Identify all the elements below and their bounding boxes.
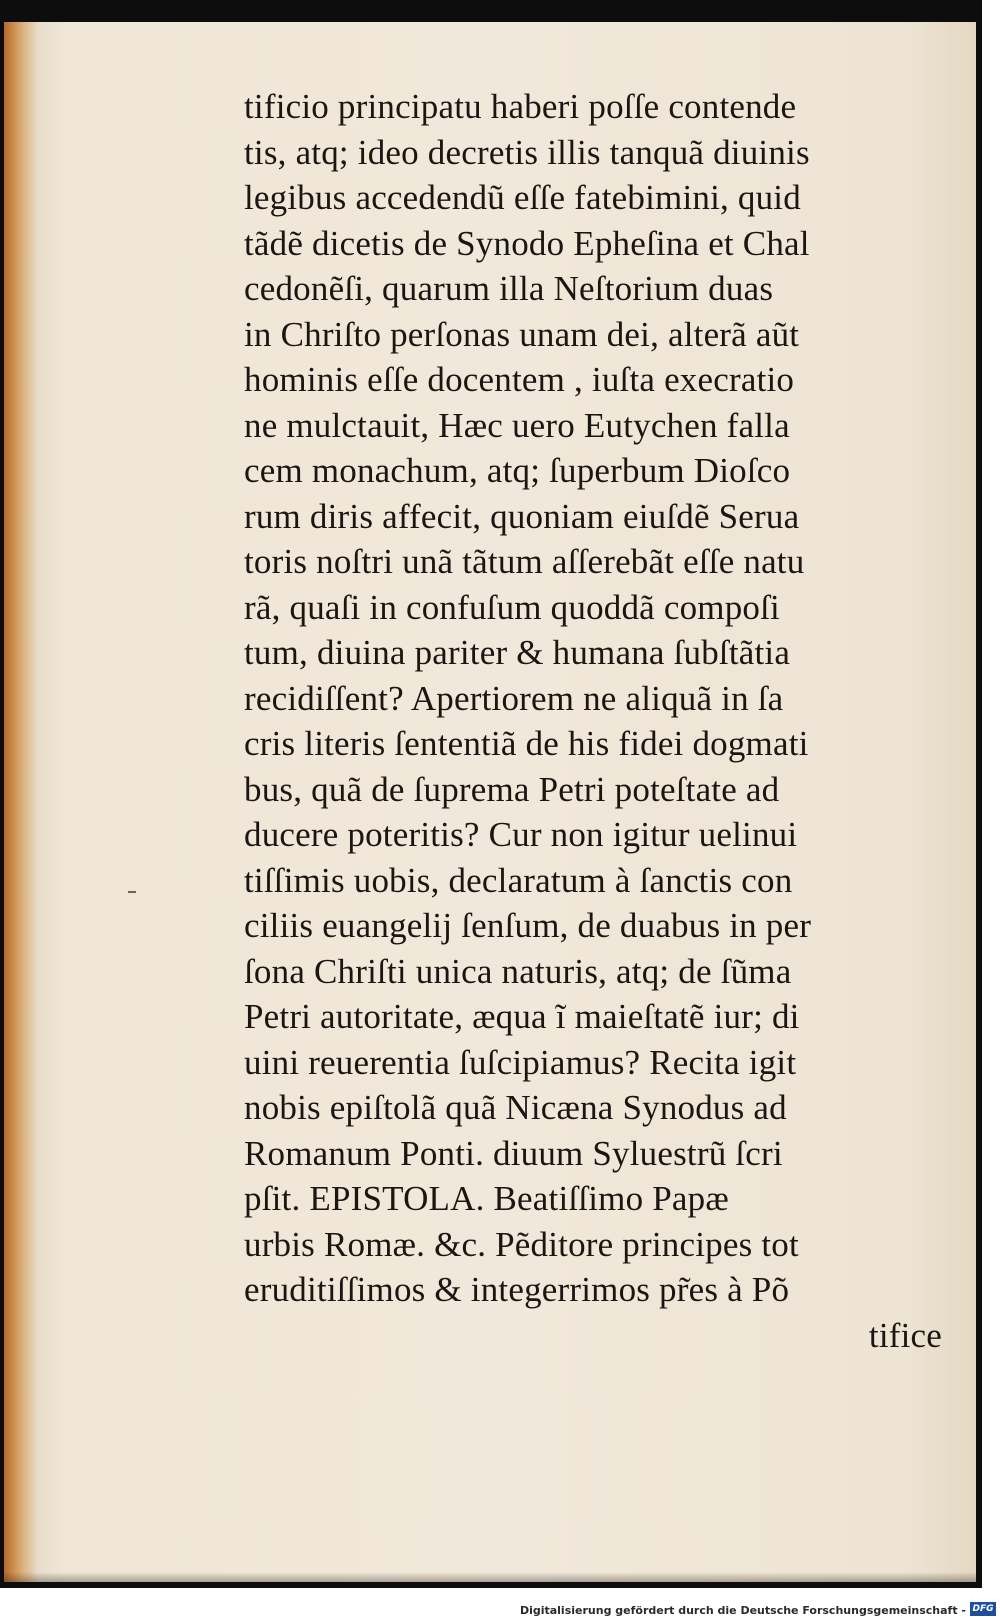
text-line: tis, atq; ideo decretis illis tanquã diuinis	[244, 132, 810, 172]
text-line: eruditiſſimos & integerrimos pr̃es à Põ	[244, 1270, 790, 1309]
text-line: Petri autoritate, æqua ĩ maieſtatẽ iur; di	[244, 997, 800, 1036]
text-line: rum diris affecit, quoniam eiuſdẽ Serua	[244, 496, 800, 536]
text-line: recidiſſent? Apertiorem ne aliquã in ſa	[244, 678, 784, 718]
text-line: urbis Romæ. &c. Pẽditore principes tot	[244, 1224, 799, 1264]
text-line: bus, quã de ſuprema Petri poteſtate ad	[244, 769, 780, 809]
text-line: tificio principatu haberi poſſe contende	[244, 87, 797, 126]
text-line: ne mulctauit, Hæc uero Eutychen falla	[244, 405, 790, 445]
page-bottom-shadow	[4, 1572, 976, 1582]
text-line: tiſſimis uobis, declaratum à ſanctis con	[244, 860, 793, 900]
page-gutter-edge	[4, 22, 38, 1582]
text-line: tãdẽ dicetis de Synodo Epheſina et Chal	[244, 223, 810, 263]
funding-credit: Digitalisierung gefördert durch die Deutsche Forschungsgemeinschaft -	[519, 1604, 966, 1617]
text-line: uini reuerentia ſuſcipiamus? Recita igit	[244, 1042, 797, 1082]
text-line: Romanum Ponti. diuum Syluestrũ ſcri	[244, 1133, 783, 1173]
text-line: tum, diuina pariter & humana ſubſtãtia	[244, 633, 791, 672]
text-line: pſit. EPISTOLA. Beatiſſimo Papæ	[244, 1179, 729, 1218]
footer-bar	[0, 1588, 1000, 1621]
text-line: ducere poteritis? Cur non igitur uelinui	[244, 815, 798, 854]
text-line: ſona Chriſti unica naturis, atq; de ſũma	[244, 951, 792, 991]
text-line: hominis eſſe docentem , iuſta execratio	[244, 360, 795, 399]
text-line: ciliis euangelij ſenſum, de duabus in per	[244, 906, 812, 945]
margin-mark	[128, 891, 136, 893]
text-line: legibus accedendũ eſſe fatebimini, quid	[244, 178, 801, 217]
text-line: cedonẽſi, quarum illa Neſtorium duas	[244, 269, 774, 308]
text-line: nobis epiſtolã quã Nicæna Synodus ad	[244, 1088, 787, 1127]
dfg-logo-icon: DFG	[970, 1602, 996, 1616]
book-page	[4, 22, 976, 1582]
text-line: cris literis ſententiã de his fidei dogmati	[244, 724, 809, 763]
catchword: tifice	[868, 1315, 942, 1355]
text-line: in Chriſto perſonas unam dei, alterã aũt	[244, 314, 800, 354]
body-text	[244, 84, 964, 1358]
text-line: rã, quaſi in confuſum quoddã compoſi	[244, 587, 780, 627]
text-line: toris noſtri unã tãtum aſſerebãt eſſe natu	[244, 542, 805, 581]
text-line: cem monachum, atq; ſuperbum Dioſco	[244, 451, 791, 490]
